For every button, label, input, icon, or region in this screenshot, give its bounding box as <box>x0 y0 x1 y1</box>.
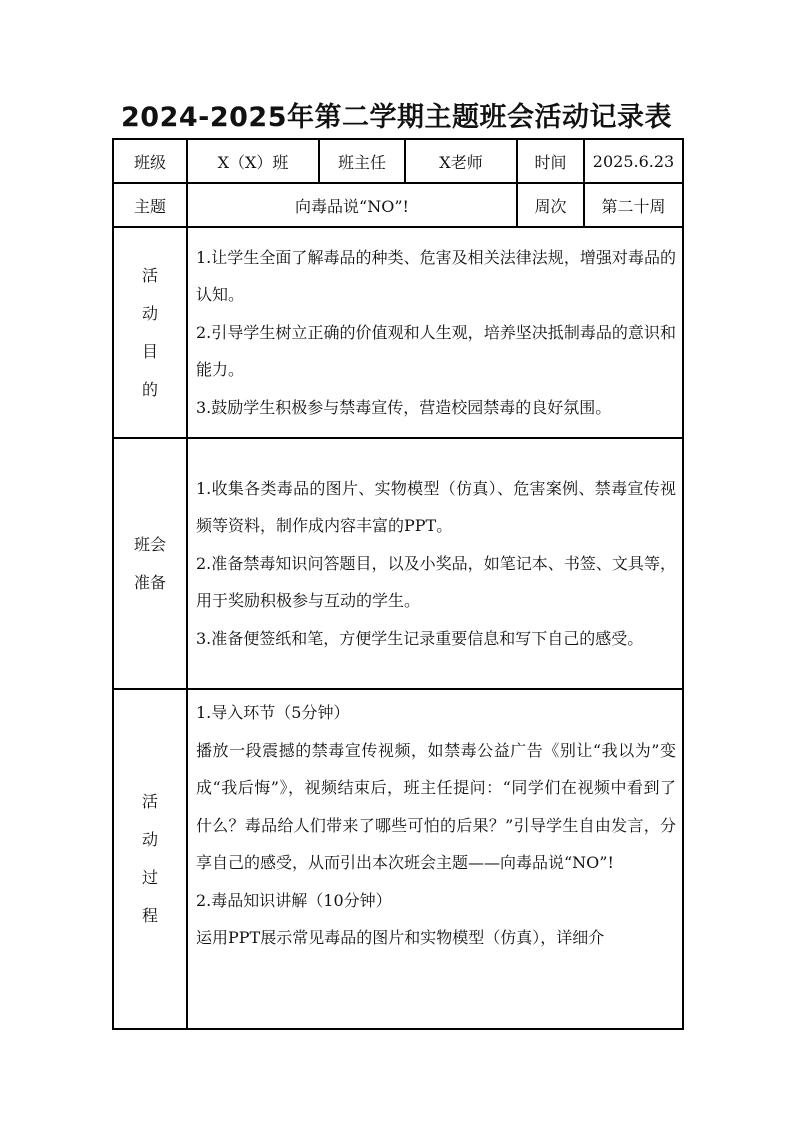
goal-item: 2.引导学生树立正确的价值观和人生观，培养坚决抵制毒品的意识和能力。 <box>196 322 676 380</box>
goals-row <box>113 227 683 438</box>
page-title: 2024-2025年第二学期主题班会活动记录表 <box>121 102 672 133</box>
goal-item: 1.让学生全面了解毒品的种类、危害及相关法律法规，增强对毒品的认知。 <box>196 247 676 305</box>
theme-value: 向毒品说“NO”! <box>187 183 517 227</box>
prep-label-line: 准备 <box>133 572 166 592</box>
record-table <box>112 138 684 1030</box>
goals-label-char: 的 <box>141 379 158 399</box>
process-item: 播放一段震撼的禁毒宣传视频，如禁毒公益广告《别让“我以为”变成“我后悔”》，视频结束后，班主任提问：“同学们在视频中看到了什么？毒品给人们带来了哪些可怕的后果？”引导学生自由发言，分享自己的感受，从而引出本次班会主题——向毒品说“NO”! <box>196 740 676 872</box>
process-label-char: 程 <box>141 906 158 925</box>
theme-row <box>113 183 683 227</box>
teacher-value: X老师 <box>405 139 517 183</box>
time-value: 2025.6.23 <box>584 139 683 183</box>
theme-label: 主题 <box>113 183 187 227</box>
process-label-char: 动 <box>141 830 158 849</box>
prep-row <box>113 438 683 689</box>
prep-item: 3.准备便签纸和笔，方便学生记录重要信息和写下自己的感受。 <box>196 628 644 648</box>
prep-content <box>187 438 683 689</box>
prep-label-line: 班会 <box>133 534 166 554</box>
goals-label-char: 目 <box>141 341 158 361</box>
process-label-char: 过 <box>141 868 158 887</box>
goals-label-char: 活 <box>141 265 158 285</box>
week-label: 周次 <box>517 183 584 227</box>
goals-content <box>187 227 683 438</box>
class-label: 班级 <box>113 139 187 183</box>
process-content <box>187 689 683 1029</box>
prep-item: 1.收集各类毒品的图片、实物模型（仿真）、危害案例、禁毒宣传视频等资料，制作成内容丰富的PPT。 <box>196 478 676 536</box>
goal-item: 3.鼓励学生积极参与禁毒宣传，营造校园禁毒的良好氛围。 <box>196 397 612 417</box>
process-label <box>113 689 187 1029</box>
teacher-label: 班主任 <box>319 139 405 183</box>
process-row <box>113 689 683 1029</box>
process-label-char: 活 <box>141 792 158 811</box>
process-item: 运用PPT展示常见毒品的图片和实物模型（仿真），详细介 <box>196 928 605 947</box>
header-row <box>113 139 683 183</box>
week-value: 第二十周 <box>584 183 683 227</box>
process-item: 2.毒品知识讲解（10分钟） <box>196 890 392 910</box>
prep-item: 2.准备禁毒知识问答题目，以及小奖品，如笔记本、书签、文具等，用于奖励积极参与互动的学生。 <box>196 553 676 611</box>
goals-label-char: 动 <box>141 303 158 323</box>
prep-label <box>113 438 187 689</box>
time-label: 时间 <box>517 139 584 183</box>
class-value: X（X）班 <box>187 139 319 183</box>
goals-label <box>113 227 187 438</box>
process-item: 1.导入环节（5分钟） <box>196 703 350 722</box>
